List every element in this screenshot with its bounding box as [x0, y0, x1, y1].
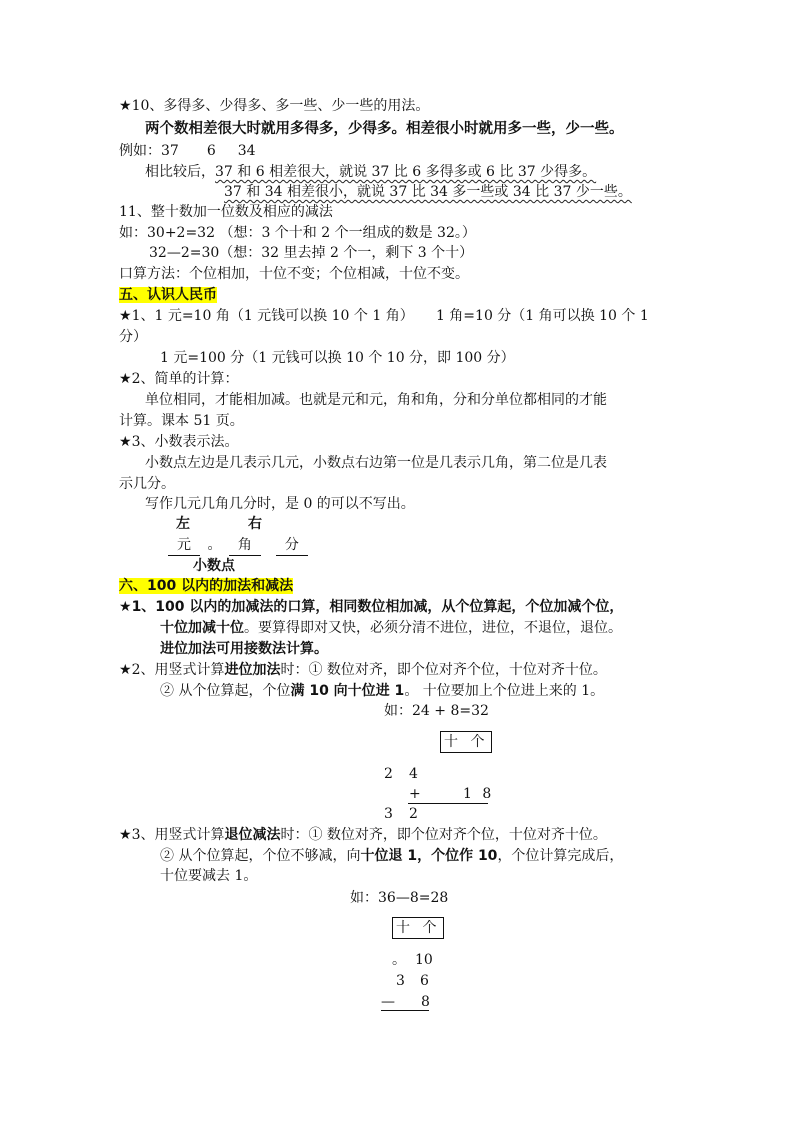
addend-1-tens: 2 — [384, 766, 393, 782]
chapter-5-item-3-line-3: 写作几元几角几分时，是 0 的可以不写出。 — [145, 496, 415, 512]
star-icon: ★ — [119, 827, 132, 843]
yuan-blank: 元 — [168, 535, 200, 556]
place-value-header: 十 个 — [440, 731, 492, 753]
subtrahend: 8 — [421, 994, 430, 1010]
sum-line — [408, 803, 488, 804]
section-11-method: 口算方法：个位相加，十位不变；个位相减，十位不变。 — [119, 266, 469, 282]
decimal-point-label: 小数点 — [193, 558, 235, 574]
chapter-5-item-3-line-2: 示几分。 — [119, 476, 175, 492]
chapter-6-item-2-line-1: ★2、用竖式计算进位加法时：① 数位对齐，即个位对齐个位，十位对齐十位。 — [119, 662, 607, 678]
section-11-heading: 11、整十数加一位数及相应的减法 — [119, 204, 333, 220]
star-icon: ★ — [119, 98, 132, 114]
wavy-underlined-text: 37 和 6 相差很大，就说 37 比 6 多得多或 6 比 37 少得多。 — [215, 164, 597, 180]
minus-sign: — — [381, 994, 395, 1010]
star-icon: ★ — [119, 371, 132, 387]
diagram-right-label: 右 — [248, 516, 262, 532]
chapter-6-item-3-line-3: 十位要减去 1。 — [160, 868, 258, 884]
section-11-example-1: 如：30+2=32 （想：3 个十和 2 个一组成的数是 32。） — [119, 225, 476, 241]
chapter-6-item-3-line-2: ② 从个位算起，个位不够减，向十位退 1，个位作 10，个位计算完成后， — [160, 848, 624, 864]
chapter-6-title — [119, 576, 293, 596]
chapter-5-item-2-heading: ★2、简单的计算： — [119, 371, 239, 387]
minuend-ones: 6 — [420, 973, 429, 989]
diagram-left-label: 左 — [176, 516, 190, 532]
star-icon: ★ — [119, 308, 132, 324]
example-number: 37 — [161, 143, 179, 159]
sum-tens: 3 — [384, 806, 393, 822]
section-10-compare-2 — [224, 182, 632, 202]
decimal-dot: 。 — [207, 537, 222, 553]
star-icon: ★ — [119, 662, 132, 678]
minuend-tens: 3 — [396, 973, 405, 989]
borrowed-ten: 10 — [415, 952, 433, 968]
chapter-5-item-3-heading: ★3、小数表示法。 — [119, 434, 239, 450]
star-icon: ★ — [119, 599, 132, 615]
chapter-5-item-2-line-2: 计算。课本 51 页。 — [119, 413, 244, 429]
wavy-underlined-text: 37 和 34 相差很小，就说 37 比 34 多一些或 34 比 37 少一些。 — [224, 184, 632, 200]
fen-blank: 分 — [276, 535, 308, 556]
chapter-5-item-3-line-1: 小数点左边是几表示几元，小数点右边第一位是几表示几角，第二位是几表 — [145, 455, 607, 471]
chapter-6-item-3-line-1: ★3、用竖式计算退位减法时：① 数位对齐，即个位对齐个位，十位对齐十位。 — [119, 827, 607, 843]
borrow-dot: 。 — [392, 952, 406, 968]
sum-ones: 2 — [409, 806, 418, 822]
example-number: 6 — [206, 143, 216, 159]
difference-line — [381, 1010, 429, 1011]
star-icon: ★ — [119, 434, 132, 450]
chapter-6-item-2-line-2: ② 从个位算起，个位满 10 向十位进 1。 十位要加上个位进上来的 1。 — [160, 683, 605, 699]
addend-2: 1 8 — [463, 786, 495, 802]
chapter-5-item-1: ★1、1 元=10 角（1 元钱可以换 10 个 1 角） 1 角=10 分（1 角可以换 10 个 1 — [119, 308, 649, 324]
chapter-5-item-2-line-1: 单位相同，才能相加减。也就是元和元，角和角，分和分单位都相同的才能 — [145, 392, 607, 408]
highlighted-title: 六、100 以内的加法和减法 — [119, 578, 294, 594]
chapter-6-item-1-line-2: 十位加减十位。要算得即对又快，必须分清不进位，进位，不退位，退位。 — [160, 620, 622, 636]
example-number: 34 — [237, 143, 256, 159]
plus-sign: + — [409, 786, 421, 802]
jiao-blank: 角 — [229, 535, 261, 556]
section-10-heading: ★10、多得多、少得多、多一些、少一些的用法。 — [119, 98, 430, 114]
subtraction-example-label: 如：36—8=28 — [350, 890, 449, 906]
highlighted-title: 五、认识人民币 — [119, 287, 217, 303]
chapter-6-item-1-line-1: ★1、100 以内的加减法的口算，相同数位相加减，从个位算起，个位加减个位， — [119, 599, 624, 615]
chapter-5-item-1-cont: 分） — [119, 329, 147, 345]
addend-1-ones: 4 — [409, 766, 418, 782]
section-10-compare-1: 相比较后，37 和 6 相差很大，就说 37 比 6 多得多或 6 比 37 少得多。 — [145, 164, 597, 180]
diagram-units-row — [168, 535, 308, 556]
chapter-5-item-1-line-3: 1 元=100 分（1 元钱可以换 10 个 10 分，即 100 分） — [160, 350, 515, 366]
section-10-rule: 两个数相差很大时就用多得多，少得多。相差很小时就用多一些，少一些。 — [145, 121, 624, 137]
chapter-6-item-1-line-3: 进位加法可用接数法计算。 — [160, 641, 328, 657]
section-11-example-2: 32—2=30（想：32 里去掉 2 个一，剩下 3 个十） — [149, 245, 474, 261]
addition-example-label: 如：24 + 8=32 — [384, 703, 489, 719]
section-10-example: 例如：37 6 34 — [119, 143, 256, 159]
chapter-5-title — [119, 285, 217, 305]
place-value-header: 十 个 — [392, 917, 444, 939]
